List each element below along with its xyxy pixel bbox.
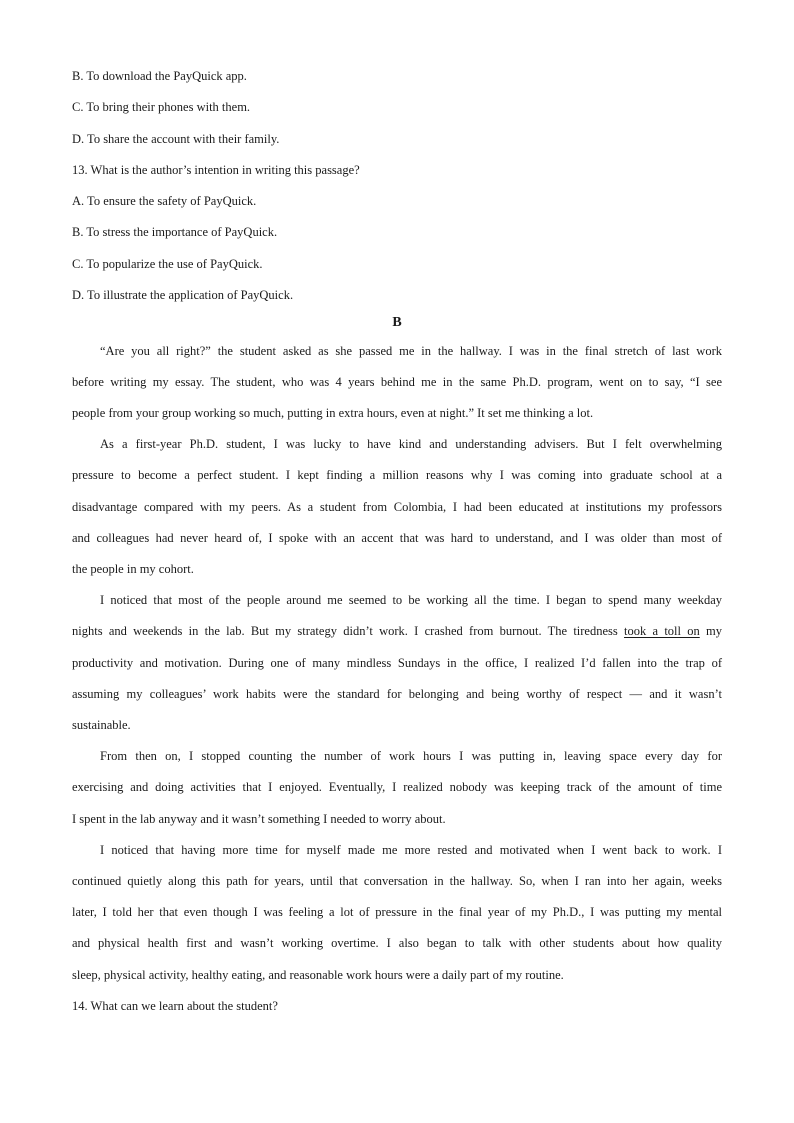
paragraph-3-line-2-text: nights and weekends in the lab. But my strategy didn’t work. I crashed from burnout. The tiredness bbox=[72, 624, 618, 638]
q13-option-b: B. To stress the importance of PayQuick. bbox=[72, 225, 278, 239]
paragraph-2-line-1: As a first-year Ph.D. student, I was lucky to have kind and understanding advisers. But I felt overwhelming bbox=[100, 437, 722, 451]
section-heading: B bbox=[392, 315, 402, 330]
paragraph-4-line-3: I spent in the lab anyway and it wasn’t something I needed to worry about. bbox=[72, 812, 446, 826]
paragraph-5-line-1: I noticed that having more time for myself made me more rested and motivated when I went back to work. I bbox=[100, 843, 722, 857]
paragraph-5-line-5: sleep, physical activity, healthy eating, and reasonable work hours were a daily part of my routine. bbox=[72, 968, 564, 982]
q12-option-d: D. To share the account with their family. bbox=[72, 132, 280, 146]
paragraph-2-line-3: disadvantage compared with my peers. As a student from Colombia, I had been educated at institutions my professors bbox=[72, 500, 722, 514]
paragraph-3-line-2 bbox=[72, 623, 722, 639]
paragraph-1-line-1: “Are you all right?” the student asked as she passed me in the hallway. I was in the final stretch of last work bbox=[100, 344, 722, 358]
paragraph-3-line-2-end: my bbox=[706, 624, 722, 638]
paragraph-5-line-4: and physical health first and wasn’t working overtime. I also began to talk with other students about how quality bbox=[72, 936, 722, 950]
paragraph-5-line-2: continued quietly along this path for years, until that conversation in the hallway. So, when I ran into her again, weeks bbox=[72, 874, 722, 888]
q12-option-c: C. To bring their phones with them. bbox=[72, 100, 251, 114]
q12-option-b: B. To download the PayQuick app. bbox=[72, 69, 247, 83]
paragraph-1-line-2: before writing my essay. The student, who was 4 years behind me in the same Ph.D. program, went on to say, “I see bbox=[72, 375, 722, 389]
q13-option-a: A. To ensure the safety of PayQuick. bbox=[72, 194, 257, 208]
q14-question: 14. What can we learn about the student? bbox=[72, 999, 278, 1013]
paragraph-3-line-1: I noticed that most of the people around me seemed to be working all the time. I began to spend many weekday bbox=[100, 593, 722, 607]
paragraph-2-line-2: pressure to become a perfect student. I kept finding a million reasons why I was coming into graduate school at a bbox=[72, 468, 722, 482]
underlined-phrase: took a toll on bbox=[624, 624, 700, 638]
paragraph-3-line-4: assuming my colleagues’ work habits were the standard for belonging and being worthy of respect — and it wasn’t bbox=[72, 687, 722, 701]
paragraph-2-line-5: the people in my cohort. bbox=[72, 562, 194, 576]
paragraph-4-line-1: From then on, I stopped counting the number of work hours I was putting in, leaving space every day for bbox=[100, 749, 722, 763]
paragraph-1-line-3: people from your group working so much, putting in extra hours, even at night.” It set me thinking a lot. bbox=[72, 406, 594, 420]
paragraph-4-line-2: exercising and doing activities that I enjoyed. Eventually, I realized nobody was keeping track of the amount of time bbox=[72, 780, 722, 794]
q13-question: 13. What is the author’s intention in writing this passage? bbox=[72, 163, 360, 177]
q13-option-c: C. To popularize the use of PayQuick. bbox=[72, 257, 263, 271]
paragraph-5-line-3: later, I told her that even though I was feeling a lot of pressure in the final year of my Ph.D., I was putting my mental bbox=[72, 905, 722, 919]
q13-option-d: D. To illustrate the application of PayQuick. bbox=[72, 288, 294, 302]
paragraph-2-line-4: and colleagues had never heard of, I spoke with an accent that was hard to understand, and I was older than most of bbox=[72, 531, 722, 545]
paragraph-3-line-5: sustainable. bbox=[72, 718, 131, 732]
paragraph-3-line-3: productivity and motivation. During one of many mindless Sundays in the office, I realized I’d fallen into the trap of bbox=[72, 656, 722, 670]
